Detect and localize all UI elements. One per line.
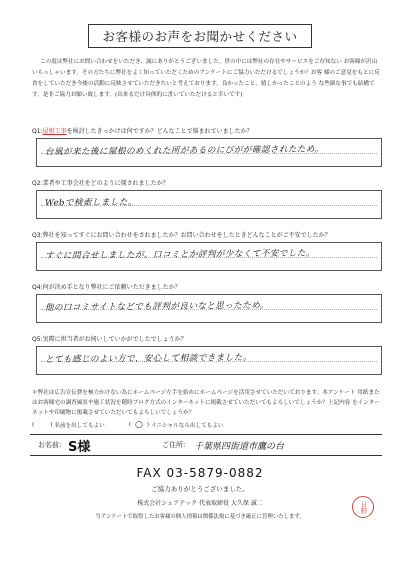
consent-option-name[interactable]: ( ) 名前を出してもよい — [32, 422, 105, 429]
consent-options — [32, 420, 382, 430]
highlight-keyword: 屋根工事 — [42, 128, 67, 135]
fax-number: FAX 03-5879-0882 — [136, 466, 264, 480]
customer-info-row — [30, 434, 382, 456]
answer-1-text: 台風が来た後に屋根のめくれた所があるのにびがが確認されたため。 — [44, 144, 324, 158]
page-title: お客様のお声をお聞かせください — [88, 24, 312, 48]
intro-text: この度は弊社にお問い合わせをいただき、誠にありがとうございました。世の中には弊社の存在やサービスをご存知ない お客様が沢山いらっしゃいます。その方たちに弊社をよく知っていただくためのアンケートにご協力いただけるでしょうか？お客 様のご意見をもとに反省をしていただき今後の活動に反映させていただきたいと考えております。良かったこと、嬉しかったことのよう な些細な事でも結構です。是非ご協力お願い致します。(出来るだけ具体的に書いていただけると幸いです) — [32, 59, 380, 98]
question-3 — [32, 232, 382, 271]
question-5 — [32, 336, 382, 375]
answer-box-5 — [36, 346, 382, 375]
privacy-notice: 当アンケートで取得したお客様の個人情報は関係法規に基づき厳正に管理いたします。 — [95, 514, 305, 520]
question-2-label: Q2:業者や工事会社をどのように探されましたか？ — [32, 180, 169, 187]
question-1-label: Q1:屋根工事を検討したきっかけは何ですか？どんなことで悩まれていましたか？ — [32, 128, 253, 135]
question-2 — [32, 180, 382, 219]
consent-option-initial[interactable]: ( ○ ) イニシャルなら出してもよい — [128, 420, 224, 430]
answer-box-3 — [36, 242, 382, 271]
answer-4-text: 他の口コミサイトなどでも評判が良いなと思ったため。 — [44, 300, 269, 314]
question-1 — [32, 128, 382, 167]
company-signature: 株式会社シェアテック 代表取締役 大久保 誠二 — [137, 500, 263, 507]
answer-box-4 — [36, 294, 382, 323]
thanks-text: ご協力ありがとうございました。 — [151, 485, 249, 493]
answer-2-text: Webで検索しました。 — [44, 197, 137, 209]
question-4-label: Q4:何が決め手となり弊社にご依頼いただきましたか？ — [32, 284, 181, 291]
customer-address: 千葉県四街道市鷹の台 — [194, 441, 285, 452]
consent-mark-selected: ○ — [134, 420, 143, 430]
question-5-label: Q5:実際に担当者がお伺いしていかがでしたでしょうか？ — [32, 336, 187, 343]
customer-name: S様 — [68, 439, 91, 455]
address-label: ご住所: — [162, 441, 186, 449]
question-4 — [32, 284, 382, 323]
publication-notice: ＊弊社は広告宣伝費を極力かけない為にホームページ左手を始めにホームページを活用させていただいております。本アンケート 用紙またはお客様宅の調査風景や施工状況を随時ブログ方式のインターネットに掲載させていただいてもよろしいでしょうか？上記内容 をインターネットや印刷物に掲載させていただいてもよろしいでしょうか？ — [32, 390, 380, 416]
question-3-label: Q3:弊社を知ってすぐにお問い合わせをされましたか？お問い合わせをしたときどんなことがご不安でしたか？ — [32, 232, 331, 239]
answer-box-1 — [36, 138, 382, 167]
seal-stamp: 日野 — [352, 496, 374, 518]
answer-5-text: とても感じのよい方で、安心して相談できました。 — [44, 352, 252, 366]
answer-box-2 — [36, 190, 382, 219]
name-label: お名前: — [38, 441, 62, 449]
answer-3-text: すぐに問合せしましたが、口コミとか評判が少なくて不安でした。 — [44, 248, 315, 262]
